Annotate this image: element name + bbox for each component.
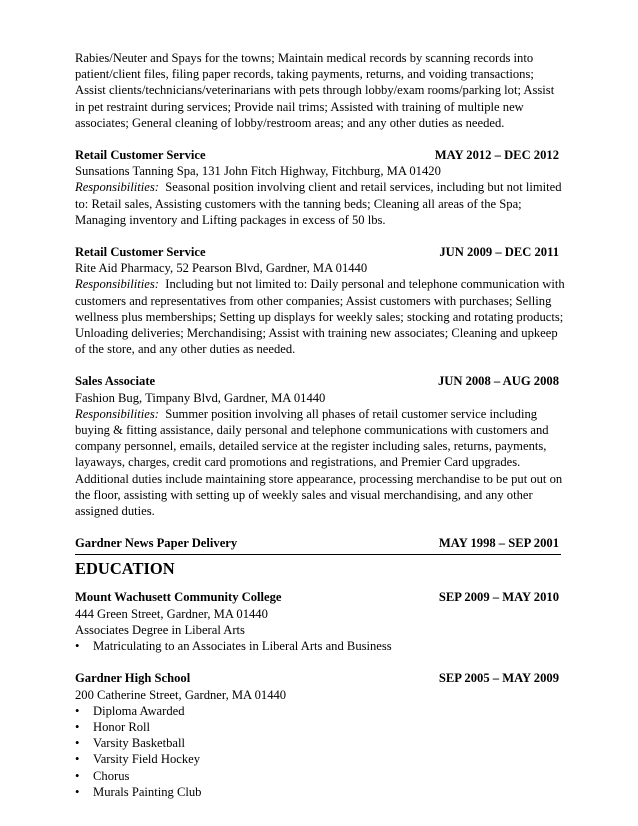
job-location: Sunsations Tanning Spa, 131 John Fitch Highway, Fitchburg, MA 01420 <box>75 164 441 179</box>
text-line: the floor, assisting with setting up of weekly sales and visual merchandising, and any other <box>75 487 533 502</box>
job-title: Retail Customer Service <box>75 245 206 260</box>
school-degree: Associates Degree in Liberal Arts <box>75 622 245 637</box>
school-dates: SEP 2005 – MAY 2009 <box>438 671 559 686</box>
job-location: Fashion Bug, Timpany Blvd, Gardner, MA 01440 <box>75 390 326 405</box>
text-line: in pet restraint during services; Provide nail trims; Assisted with training of multiple new <box>75 99 524 114</box>
school-bullet-list <box>75 703 561 800</box>
job-entry-rite-aid <box>75 244 565 357</box>
text-line: Unloading deliveries; Merchandising; Assist with training new associates; Cleaning and upkeep <box>75 326 558 341</box>
job-location: Rite Aid Pharmacy, 52 Pearson Blvd, Gardner, MA 01440 <box>75 261 368 276</box>
education-entry-mwcc <box>75 589 561 654</box>
text-line: patient/client files, filing paper records, taking payments, returns, and voiding transactions; <box>75 67 534 82</box>
text-line: wellness plus memberships; Setting up displays for weekly sales; stocking and rotating products; <box>75 309 564 324</box>
job-dates: MAY 1998 – SEP 2001 <box>438 536 559 551</box>
responsibilities-text: Seasonal position involving client and retail services, including but not limited <box>158 180 562 195</box>
education-heading: EDUCATION <box>75 559 175 579</box>
text-line: company personnel, emails, detailed service at the register including sales, returns, payments, <box>75 439 547 454</box>
list-item <box>75 784 561 800</box>
job-header <box>75 373 561 389</box>
responsibilities-text: Summer position involving all phases of retail customer service including <box>158 406 538 421</box>
list-item-text: Diploma Awarded <box>93 703 185 718</box>
job-responsibilities-first-line <box>75 406 561 422</box>
job-header <box>75 244 561 260</box>
school-address: 444 Green Street, Gardner, MA 01440 <box>75 606 268 621</box>
list-item <box>75 751 561 767</box>
job-dates: MAY 2012 – DEC 2012 <box>434 148 559 163</box>
school-bullet-list <box>75 638 561 654</box>
section-divider <box>75 554 561 555</box>
text-line: assigned duties. <box>75 504 155 519</box>
text-line: layaways, charges, credit card promotions and registrations, and Premier Card upgrades. <box>75 455 521 470</box>
text-line: associates; General cleaning of lobby/restroom areas; and any other duties as needed. <box>75 115 505 130</box>
job-entry-sunsations <box>75 147 561 228</box>
job-dates: JUN 2008 – AUG 2008 <box>437 374 559 389</box>
education-entry-gardner-high <box>75 670 561 800</box>
text-line: Managing inventory and Lifting packages in excess of 50 lbs. <box>75 212 386 227</box>
text-line: Rabies/Neuter and Spays for the towns; Maintain medical records by scanning records into <box>75 51 534 65</box>
school-dates: SEP 2009 – MAY 2010 <box>438 590 559 605</box>
job-dates: JUN 2009 – DEC 2011 <box>439 245 559 260</box>
text-line: Additional duties include maintaining store appearance, processing merchandise to be put out on <box>75 471 563 486</box>
list-item <box>75 768 561 784</box>
job-title: Gardner News Paper Delivery <box>75 536 238 551</box>
bullet-icon: • <box>75 752 80 767</box>
responsibilities-label: Responsibilities: <box>75 406 159 421</box>
list-item-text: Varsity Field Hockey <box>93 752 201 767</box>
text-line: Assist clients/technicians/veterinarians with pets through lobby/exam rooms/parking lot; Assist <box>75 83 555 98</box>
bullet-icon: • <box>75 719 80 734</box>
responsibilities-label: Responsibilities: <box>75 180 159 195</box>
bullet-icon: • <box>75 768 80 783</box>
job-entry-newspaper-delivery <box>75 535 561 551</box>
bullet-icon: • <box>75 736 80 751</box>
text-line: to: Retail sales, Assisting customers with the tanning beds; Cleaning all areas of the Spa; <box>75 196 522 211</box>
job-title: Retail Customer Service <box>75 148 206 163</box>
bullet-icon: • <box>75 639 80 654</box>
job-title: Sales Associate <box>75 374 156 389</box>
responsibilities-text: Including but not limited to: Daily personal and telephone communication with <box>158 277 565 292</box>
list-item <box>75 735 561 751</box>
job-header <box>75 147 561 163</box>
bullet-icon: • <box>75 703 80 718</box>
school-header <box>75 670 561 686</box>
job-entry-fashion-bug <box>75 373 561 519</box>
bullet-icon: • <box>75 784 80 799</box>
previous-job-responsibilities <box>75 50 561 131</box>
job-responsibilities-first-line <box>75 179 561 195</box>
list-item-text: Matriculating to an Associates in Liberal Arts and Business <box>93 639 392 654</box>
list-item-text: Chorus <box>93 768 130 783</box>
text-line: of the store, and any other duties as needed. <box>75 342 296 357</box>
list-item <box>75 703 561 719</box>
list-item <box>75 719 561 735</box>
list-item-text: Varsity Basketball <box>93 736 185 751</box>
text-line: buying & fitting assistance, daily personal and telephone communications with customers and <box>75 423 549 438</box>
list-item-text: Honor Roll <box>93 719 151 734</box>
text-line: customers and representatives from other companies; Assist customers with purchases; Selling <box>75 293 552 308</box>
job-responsibilities-first-line <box>75 276 565 292</box>
responsibilities-label: Responsibilities: <box>75 277 159 292</box>
school-header <box>75 589 561 605</box>
school-address: 200 Catherine Street, Gardner, MA 01440 <box>75 687 287 702</box>
job-header <box>75 535 561 551</box>
list-item-text: Murals Painting Club <box>93 784 202 799</box>
school-name: Gardner High School <box>75 671 191 686</box>
school-name: Mount Wachusett Community College <box>75 590 282 605</box>
list-item <box>75 638 561 654</box>
resume-page <box>75 50 565 800</box>
